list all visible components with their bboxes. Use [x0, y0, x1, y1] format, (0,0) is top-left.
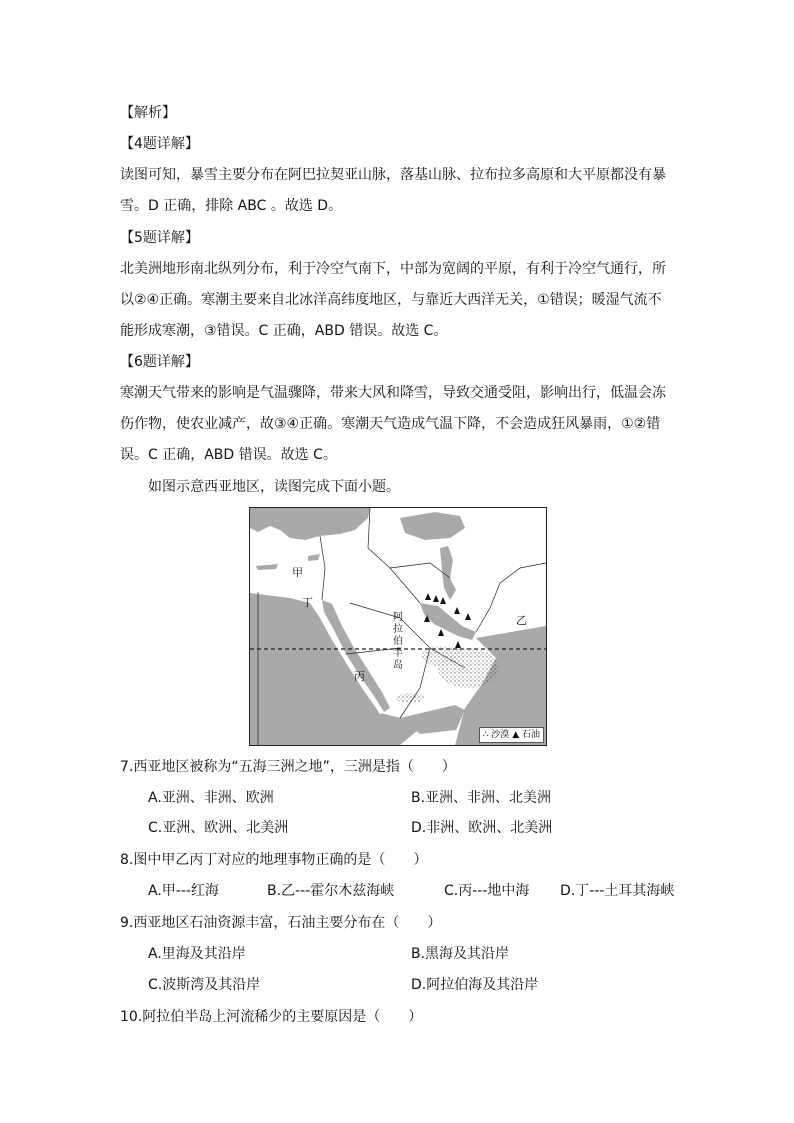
africa-land — [250, 593, 400, 745]
oil-icon — [440, 597, 446, 604]
q9-stem: 9.西亚地区石油资源丰富，石油主要分布在（ ） — [120, 915, 442, 931]
oil-icon — [433, 595, 439, 602]
q7-stem: 7.西亚地区被称为“五海三洲之地”，三洲是指（ ） — [120, 759, 456, 775]
q6-line-2: 伤作物，使农业减产，故③④正确。寒潮天气造成气温下降，不会造成狂风暴雨，①②错 — [120, 416, 661, 432]
q9-option-c: C.波斯湾及其沿岸 — [148, 977, 261, 993]
q8-option-b: B.乙---霍尔木兹海峡 — [267, 883, 395, 899]
q7-option-d: D.非洲、欧洲、北美洲 — [411, 820, 553, 836]
med-island-crete — [256, 564, 278, 570]
q6-line-3: 误。C 正确，ABD 错误。故选 C。 — [120, 447, 337, 463]
q5-line-2: 以②④正确。寒潮主要来自北冰洋高纬度地区，与靠近大西洋无关，①错误；暖湿气流不 — [120, 292, 662, 308]
oil-icon — [455, 641, 461, 648]
desert-legend-label: 沙漠 — [491, 730, 510, 740]
map-legend — [479, 727, 544, 743]
q7-option-b: B.亚洲、非洲、北美洲 — [411, 790, 552, 806]
q6-line-1: 寒潮天气带来的影响是气温骤降，带来大风和降雪，导致交通受阻，影响出行，低温会冻 — [120, 385, 666, 401]
oil-icon — [465, 613, 471, 620]
med-island-cyprus — [308, 554, 320, 561]
map-drawing — [250, 508, 546, 745]
oil-legend-icon: ▲ — [512, 730, 520, 740]
q8-stem: 8.图中甲乙丙丁对应的地理事物正确的是（ ） — [120, 852, 428, 868]
q8-option-a: A.甲---红海 — [148, 883, 219, 899]
oil-icon — [425, 593, 431, 600]
q4-line-2: 雪。D 正确，排除 ABC 。故选 D。 — [120, 198, 343, 214]
desert-legend-icon: ∴ — [482, 730, 489, 740]
q7-option-c: C.亚洲、欧洲、北美洲 — [148, 820, 289, 836]
q8-option-d: D.丁---土耳其海峡 — [560, 883, 675, 899]
oil-icon — [438, 629, 444, 636]
label-bing: 丙 — [354, 670, 365, 683]
desert-nafud — [422, 646, 458, 666]
peninsula-char: 半 — [393, 648, 403, 659]
oil-icon — [454, 607, 460, 614]
q9-option-a: A.里海及其沿岸 — [148, 946, 246, 962]
desert-south — [396, 693, 424, 703]
peninsula-char: 阿 — [393, 612, 403, 623]
q9-option-d: D.阿拉伯海及其沿岸 — [411, 977, 539, 993]
q5-title: 【5题详解】 — [120, 230, 199, 246]
q7-option-a: A.亚洲、非洲、欧洲 — [148, 790, 274, 806]
peninsula-char: 岛 — [393, 660, 403, 671]
europe-land — [250, 508, 370, 540]
peninsula-char: 拉 — [393, 624, 403, 635]
q5-line-1: 北美洲地形南北纵列分布，利于冷空气南下，中部为宽阔的平原，有利于冷空气通行，所 — [120, 261, 666, 277]
q4-line-1: 读图可知，暴雪主要分布在阿巴拉契亚山脉，落基山脉、拉布拉多高原和大平原都没有暴 — [120, 167, 666, 183]
west-asia-map — [249, 507, 547, 746]
intro-text: 如图示意西亚地区，读图完成下面小题。 — [148, 479, 400, 495]
oil-legend-label: 石油 — [521, 730, 540, 740]
q4-title: 【4题详解】 — [120, 136, 199, 152]
black-sea-coast — [400, 512, 465, 540]
analysis-header: 【解析】 — [120, 105, 176, 121]
label-peninsula — [393, 611, 403, 671]
q10-stem: 10.阿拉伯半岛上河流稀少的主要原因是（ ） — [120, 1009, 423, 1025]
label-yi: 乙 — [516, 614, 527, 627]
label-ding: 丁 — [302, 596, 313, 609]
q8-option-c: C.丙---地中海 — [444, 883, 530, 899]
peninsula-char: 伯 — [393, 636, 403, 647]
caspian-sea — [440, 546, 456, 600]
q6-title: 【6题详解】 — [120, 354, 199, 370]
q5-line-3: 能形成寒潮，③错误。C 正确，ABD 错误。故选 C。 — [120, 323, 448, 339]
label-jia: 甲 — [292, 566, 303, 579]
q9-option-b: B.黑海及其沿岸 — [411, 946, 510, 962]
